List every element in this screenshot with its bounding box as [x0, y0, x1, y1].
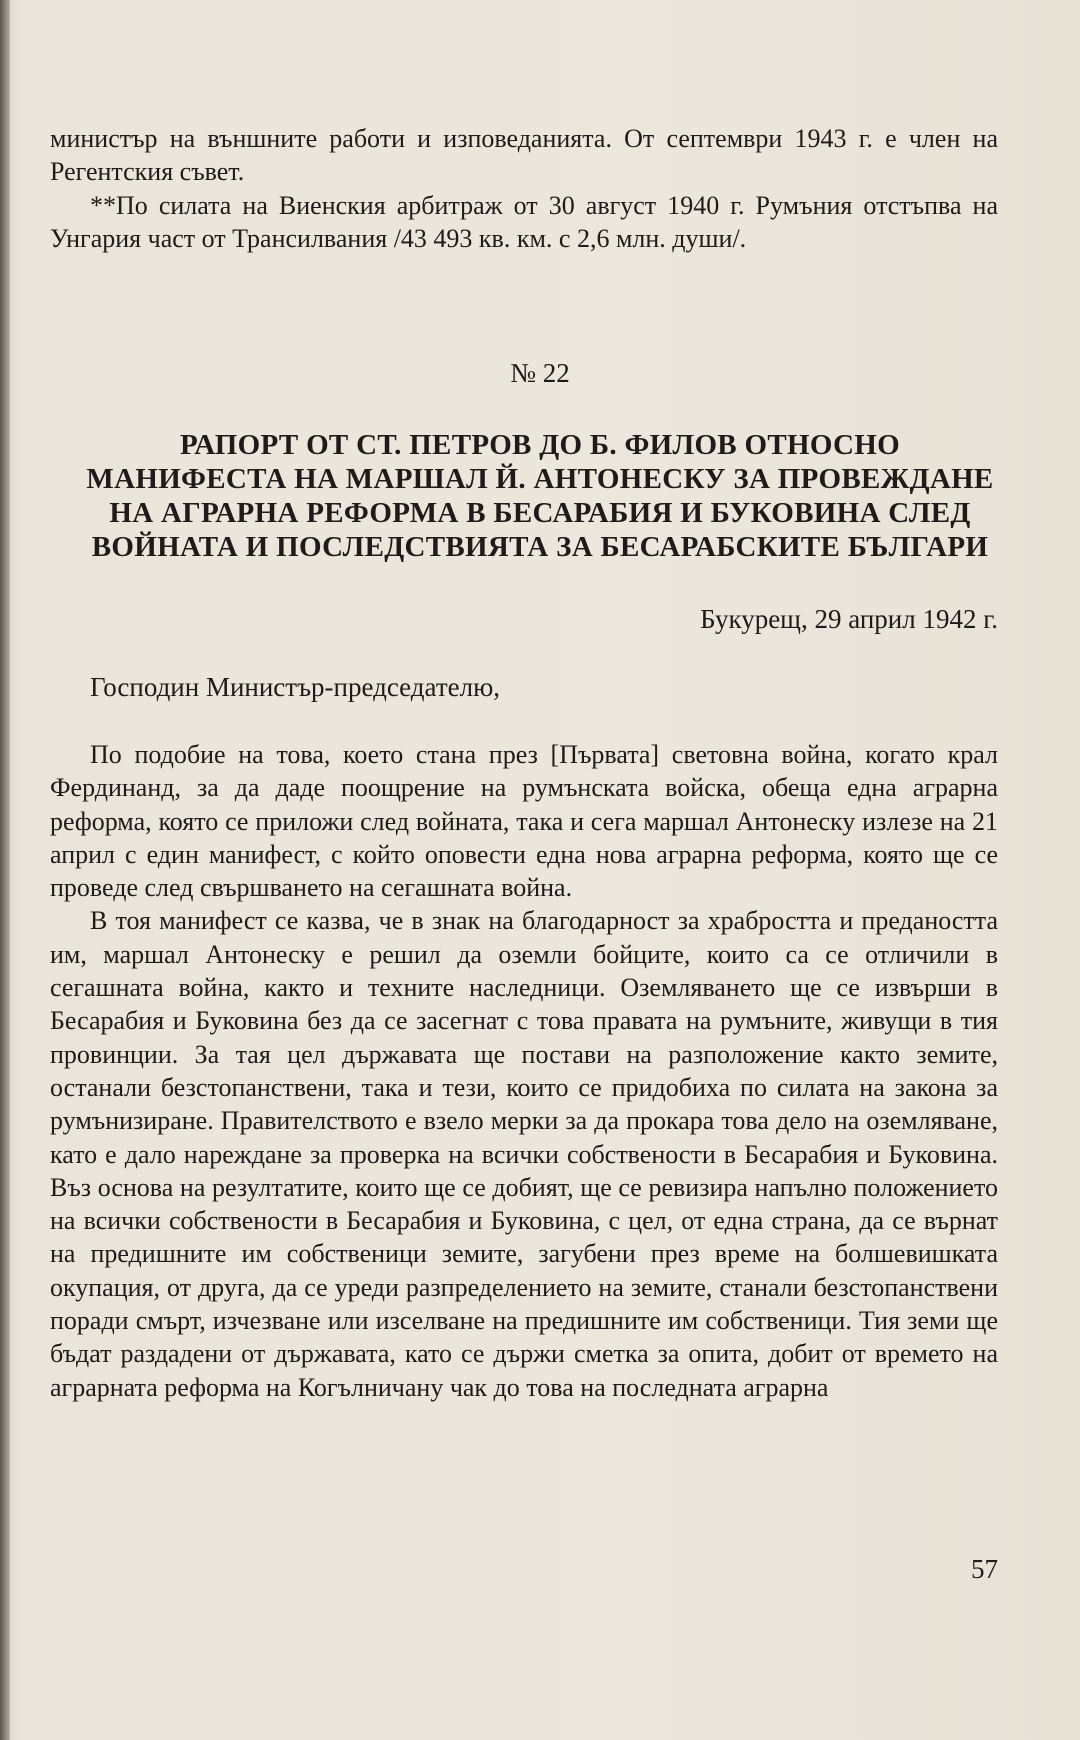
title-line: НА АГРАРНА РЕФОРМА В БЕСАРАБИЯ И БУКОВИНА СЛЕД: [109, 497, 971, 529]
report-body: [50, 738, 998, 1404]
footnote-section: [50, 122, 998, 255]
page-number: 57: [971, 1554, 998, 1584]
title-line: ВОЙНАТА И ПОСЛЕДСТВИЯТА ЗА БЕСАРАБСКИТЕ БЪЛГАРИ: [91, 531, 989, 563]
body-paragraph: В тоя манифест се казва, че в знак на благодарност за храбростта и предаността им, маршал Антонеску е решил да оземли бойците, които са се отличили в сегашната война, както и техните наследници. Оземляването ще се извърши в Бесарабия и Буковина без да се засегнат с това правата на румъните, живущи в тия провинции. За тая цел държавата ще постави на разположение както земите, останали безстопанствени, така и тези, които се придобиха по силата на закона за румънизиране. Правителството е взело мерки за да прокара това дело на оземляване, като е дало нареждане за проверка на всички собствености в Бесарабия и Буковина. Въз основа на резултатите, които ще се добият, ще се ревизира напълно положението на всички собствености в Бесарабия и Буковина, с цел, от една страна, да се върнат на предишните им собственици земите, загубени през време на болшевишката окупация, от друга, да се уреди разпределението на земите, станали безстопанствени поради смърт, изчезване или изселване на предишните им собственици. Тия земи ще бъдат раздадени от държавата, като се държи сметка за опита, добит от времето на аграрната реформа на Когълничану чак до това на последната аграрна: [50, 906, 998, 1402]
footnote-continuation: министър на външните работи и изповеданията. От септември 1943 г. е член на Регентския съвет.: [50, 124, 998, 187]
salutation: Господин Министър-председателю,: [90, 672, 500, 702]
footnote-double-asterisk: **По силата на Виенския арбитраж от 30 август 1940 г. Румъния отстъпва на Унгария част от Трансилвания /43 493 кв. км. с 2,6 млн. души/.: [50, 190, 998, 253]
title-line: МАНИФЕСТА НА МАРШАЛ Й. АНТОНЕСКУ ЗА ПРОВЕЖДАНЕ: [86, 463, 994, 495]
document-title: [40, 428, 1040, 564]
document-number: № 22: [510, 358, 570, 388]
book-spine-shadow: [0, 0, 10, 1740]
title-line: РАПОРТ ОТ СТ. ПЕТРОВ ДО Б. ФИЛОВ ОТНОСНО: [179, 429, 901, 461]
dateline: Букурещ, 29 април 1942 г.: [700, 604, 998, 634]
body-paragraph: По подобие на това, което стана през [Първата] световна война, когато крал Фердинанд, за да даде поощрение на румънската войска, обеща една аграрна реформа, която се приложи след войната, така и сега маршал Антонеску излезе на 21 април с един манифест, с който оповести една нова аграрна реформа, която ще се проведе след свършването на сегашната война.: [50, 740, 998, 903]
